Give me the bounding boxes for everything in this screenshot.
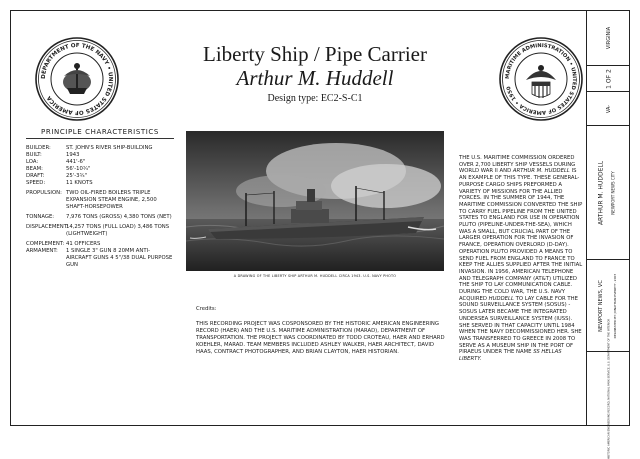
spec-row xyxy=(26,241,174,248)
history-part-2: IS AN EXAMPLE OF THIS TYPE. THESE GENERAL-PURPOSE CARGO SHIPS PREFORMED A VARIETY OF MISSIONS FOR THE ALLIED FORCES. IN THE SUMMER OF 1944, THE MARITIME COMMISSION CONVERTED THE SHIP TO CARRY FUEL PIPELINE FROM THE UNITED STATES TO ENGLAND FOR USE IN OPERATION PLUTO (PIPELINE-UNDER-THE-SEA), WHICH WAS A SMALL, BUT CRUCIAL PART OF THE LARGER OPERATION FOR THE INVASION OF FRANCE, OPERATION OVERLORD (D-DAY). OPERATION PLUTO PROVIDED A MEANS TO SEND FUEL FROM ENGLAND TO FRANCE TO KEEP THE ALLIES SUPPLIED AFTER THE INITIAL INVASION. IN 1956, AMERICAN TELEPHONE AND TELEGRAPH COMPANY (AT&T) UTILIZED THE SHIP TO LAY COMMUNICATION CABLE. DURING THE COLD WAR, THE U.S. NAVY ACQUIRED xyxy=(459,168,583,302)
photo-caption: A DRAWING OF THE LIBERTY SHIP ARTHUR M. HUDDELL CIRCA 1943. U.S. NAVY PHOTO xyxy=(233,274,397,278)
strip-state: VA- xyxy=(605,104,612,113)
title-strip xyxy=(587,10,630,459)
strip-sheet-cell xyxy=(587,66,630,92)
spec-label: ARMAMENT: xyxy=(26,248,58,254)
navy-seal-text: DEPARTMENT OF THE NAVY • UNITED STATES OF AMERICA xyxy=(40,42,114,116)
spec-row xyxy=(26,166,174,173)
spec-label: BUILT: xyxy=(26,152,42,158)
credits-text: THIS RECORDING PROJECT WAS COSPONSORED BY THE HISTORIC AMERICAN ENGINEERING RECORD (HAER) AND THE U.S. MARITIME ADMINISTRATION (MARAD), DEPARTMENT OF TRANSPORTATION. THE PROJECT WAS COORDINATED BY TODD CROTEAU, HAER AND ERHARD KOEHLER, MARAD. TEAM MEMBERS INCLUDED ASHLEY WALKER, HAER ARCHITECT, DAVID HAAS, CONTRACT PHOTOGRAPHER, AND BRIAN CLAYTON, HAER HISTORIAN. xyxy=(196,321,445,355)
spec-value: 7,976 TONS (GROSS) 4,380 TONS (NET) xyxy=(66,214,172,220)
navy-seal xyxy=(34,36,120,122)
strip-city: NEWPORT NEWS, VC xyxy=(597,279,604,332)
strip-footer-cell xyxy=(587,318,630,459)
principle-title: PRINCIPLE CHARACTERISTICS xyxy=(26,128,174,139)
strip-county: NEWPORT NEWS CITY xyxy=(610,170,615,215)
spec-row xyxy=(26,190,174,211)
maritime-seal-text: MARITIME ADMINISTRATION • UNITED STATES OF AMERICA • 1950 xyxy=(504,42,578,116)
spec-label: DRAFT: xyxy=(26,173,45,179)
history-text xyxy=(459,155,583,363)
spec-row xyxy=(26,145,174,152)
history-part-3: TO LAY CABLE FOR THE SOUND SURVEILLANCE SYSTEM (SOSUS) - SOSUS LATER BECAME THE INTEGRATED UNDERSEA SURVEILLANCE SYSTEM (IUSS). SHE SERVED IN THAT CAPACITY UNTIL 1984 WHEN THE NAVY DECOMMISSIONED HER. SHE WAS TRANSFERRED TO GREECE IN 2008 TO SERVE AS A MUSEUM SHIP IN THE PORT OF PIRAEUS UNDER THE NAME xyxy=(459,295,582,356)
title-block xyxy=(150,42,480,106)
spec-row xyxy=(26,248,174,269)
spec-label: COMPLEMENT: xyxy=(26,241,65,247)
ship-name: Arthur M. Huddell xyxy=(236,66,394,90)
design-type: Design type: EC2-S-C1 xyxy=(267,93,363,104)
spec-value: 41 OFFICERS xyxy=(66,241,101,247)
strip-project-cell xyxy=(587,126,630,260)
history-part-1: THE U.S. MARITIME COMMISSION ORDERED OVER 2,700 LIBERTY SHIP VESSELS DURING WORLD WAR II AND xyxy=(459,155,576,175)
strip-footer: HISTORIC AMERICAN ENGINEERING RECORD, NATIONAL PARK SERVICE, U.S. DEPARTMENT OF THE INTERIOR xyxy=(607,318,610,459)
spec-label: BUILDER: xyxy=(26,145,51,151)
spec-value: 11 KNOTS xyxy=(66,180,93,186)
history-ship-name-1: ARTHUR M. HUDDELL xyxy=(512,168,570,175)
strip-project: ARTHUR M. HUDDELL xyxy=(597,160,604,225)
strip-sheet: 1 OF 2 xyxy=(605,68,612,89)
history-ship-name-2: HUDDELL xyxy=(488,295,514,302)
spec-value: ST. JOHN'S RIVER SHIP-BUILDING xyxy=(66,145,153,151)
spec-row xyxy=(26,224,174,238)
strip-location-cell xyxy=(587,10,630,66)
strip-state-cell xyxy=(587,92,630,126)
maritime-administration-seal xyxy=(498,36,584,122)
spec-label: SPEED: xyxy=(26,180,46,186)
page-title: Liberty Ship / Pipe Carrier xyxy=(203,42,427,66)
spec-value: 1 SINGLE 3" GUN 8 20MM ANTI-AIRCRAFT GUNS 4 5"/38 DUAL PURPOSE GUN xyxy=(66,248,173,268)
spec-row xyxy=(26,214,174,221)
principle-characteristics xyxy=(26,128,174,269)
history-ship-name-3: SS HELLAS LIBERTY. xyxy=(459,349,562,363)
credits-title: Credits: xyxy=(196,306,217,312)
spec-row xyxy=(26,159,174,166)
spec-value: 25'-3¾" xyxy=(66,173,88,179)
spec-row xyxy=(26,173,174,180)
spec-row xyxy=(26,152,174,159)
credits xyxy=(196,306,452,356)
spec-value: 441'-6" xyxy=(66,159,86,165)
spec-value: 1943 xyxy=(66,152,80,158)
spec-value: 56'-10¾" xyxy=(66,166,91,172)
spec-table xyxy=(26,145,174,269)
spec-label: LOA: xyxy=(26,159,39,165)
svg-text:MARITIME ADMINISTRATION • UNIT xyxy=(505,43,577,115)
strip-drawer: DELINEATED BY: JONATHAN EVERETT, 2007 xyxy=(612,273,617,338)
spec-label: PROPULSION: xyxy=(26,190,62,196)
spec-value: 14,257 TONS (FULL LOAD) 3,486 TONS (LIGHTWEIGHT) xyxy=(66,224,170,237)
spec-row xyxy=(26,180,174,187)
spec-value: TWO OIL-FIRED BOILERS TRIPLE EXPANSION STEAM ENGINE, 2,500 SHAFT-HORSEPOWER xyxy=(66,190,157,210)
spec-label: TONNAGE: xyxy=(26,214,55,220)
ship-photo xyxy=(186,131,444,271)
spec-label: BEAM: xyxy=(26,166,43,172)
ship-photo-frame xyxy=(186,131,444,283)
strip-location: VIRGINIA xyxy=(605,26,612,49)
spec-label: DISPLACEMENT: xyxy=(26,224,69,230)
